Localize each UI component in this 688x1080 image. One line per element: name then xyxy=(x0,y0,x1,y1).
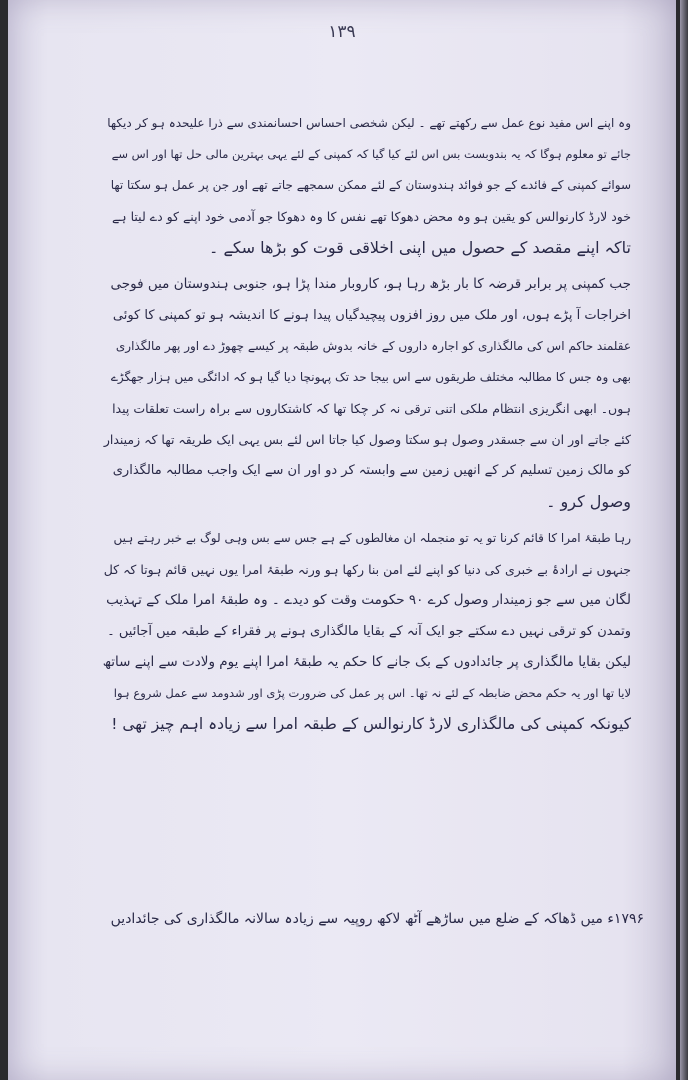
text-line: کئے جاتے اور ان سے جسقدر وصول ہو سکتا وصول کیا جاتا اس لئے بس یہی ایک طریقہ تھا کہ زمیندار xyxy=(103,432,631,447)
text-line: ہوں۔ ابھی انگریزی انتظام ملکی اتنی ترقی نہ کر چکا تھا کہ کاشتکاروں سے براہ راست تعلقات پیدا xyxy=(112,401,631,416)
text-line: جائے تو معلوم ہوگا کہ یہ بندوبست بس اس لئے کیا گیا کہ کمپنی کے لئے یہی بہترین مالی حل تھا اور اس سے xyxy=(111,147,631,161)
page-number: ۱۳۹ xyxy=(328,22,356,42)
text-line: وصول کرو ۔ xyxy=(546,492,631,511)
book-page xyxy=(8,0,676,1080)
text-line: لایا تھا اور یہ حکم محض ضابطہ کے لئے نہ تھا۔ اس پر عمل کی ضرورت پڑی اور شدومد سے عمل شروع ہوا xyxy=(113,686,631,700)
text-line: تاکہ اپنے مقصد کے حصول میں اپنی اخلاقی قوت کو بڑھا سکے ۔ xyxy=(209,238,631,257)
text-line: لیکن بقایا مالگذاری پر جائدادوں کے بک جانے کا حکم یہ طبقۂ امرا اپنے یوم ولادت سے اپنے ساتھ xyxy=(102,654,631,670)
text-line: خود لارڈ کارنوالس کو یقین ہو وہ محض دھوکا تھے نفس کا وہ دھوکا جو آدمی خود اپنے کو دے لیتا ہے xyxy=(111,209,631,224)
text-line: جنہوں نے ارادۂ بے خبری کی دنیا کو اپنے لئے امن بنا رکھا ہو ورنہ طبقۂ امرا یوں نہیں قائم ہوتا کہ کل xyxy=(103,562,631,577)
paragraph-1 xyxy=(96,108,631,263)
text-line: لگان میں سے جو زمیندار وصول کرے ۹۰ حکومت وقت کو دیدے ۔ وہ طبقۂ امرا ملک کے تہذیب xyxy=(106,592,631,608)
text-line: کو مالک زمین تسلیم کر کے انھیں زمین سے وابستہ کر دو اور ان سے ایک واجب مطالبہ مالگذاری xyxy=(112,463,631,478)
text-line: وتمدن کو ترقی نہیں دے سکتے جو ایک آنہ کے بقایا مالگذاری ہونے پر فقراء کے طبقہ میں آجائیں ۔ xyxy=(107,624,631,639)
text-line: عقلمند حاکم اس کی مالگذاری کو اجارہ داروں کے خانہ بدوش طبقہ پر کیسے چھوڑ دے اور پھر مالگذاری xyxy=(115,339,631,353)
footnote: ۱۷۹۶ء میں ڈھاکہ کے ضلع میں ساڑھے آٹھ لاکھ روپیہ سے زیادہ سالانہ مالگذاری کی جائدادیں xyxy=(110,911,644,927)
paragraph-2 xyxy=(96,269,631,517)
text-line: بھی وہ جس کا مطالبہ مختلف طریقوں سے اس بیجا حد تک پہونچا دیا گیا ہو کہ ادائگی میں ہزار جھگڑے xyxy=(110,370,631,384)
text-line: جب کمپنی پر برابر قرضہ کا بار بڑھ رہا ہو، کاروبار مندا پڑا ہو، جنوبی ہندوستان میں فوجی xyxy=(110,276,631,292)
text-line: وہ اپنے اس مفید نوع عمل سے رکھتے تھے ۔ لیکن شخصی احساس احسانمندی سے ذرا علیحدہ ہو کر دیکھا xyxy=(107,116,631,130)
text-line: اخراجات آ پڑے ہوں، اور ملک میں روز افزوں پیچیدگیاں پیدا ہونے کا اندیشہ ہو تو کمپنی کا کوئی xyxy=(112,308,631,323)
text-line: رہا طبقۂ امرا کا قائم کرنا تو یہ تو منجملہ ان مغالطوں کے ہے جس سے بس وہی لوگ بے خبر رہتے ہیں xyxy=(113,531,631,545)
paragraph-3 xyxy=(96,523,631,740)
text-line: کیونکہ کمپنی کی مالگذاری لارڈ کارنوالس کے طبقہ امرا سے زیادہ اہم چیز تھی ! xyxy=(111,715,631,733)
book-edge xyxy=(680,0,688,1080)
text-line: سوائے کمپنی کے فائدے کے جو فوائد ہندوستان کے لئے ممکن سمجھے جاتے تھے اور جن پر عمل ہو سکتا تھا xyxy=(110,178,631,192)
body-text xyxy=(96,108,631,746)
